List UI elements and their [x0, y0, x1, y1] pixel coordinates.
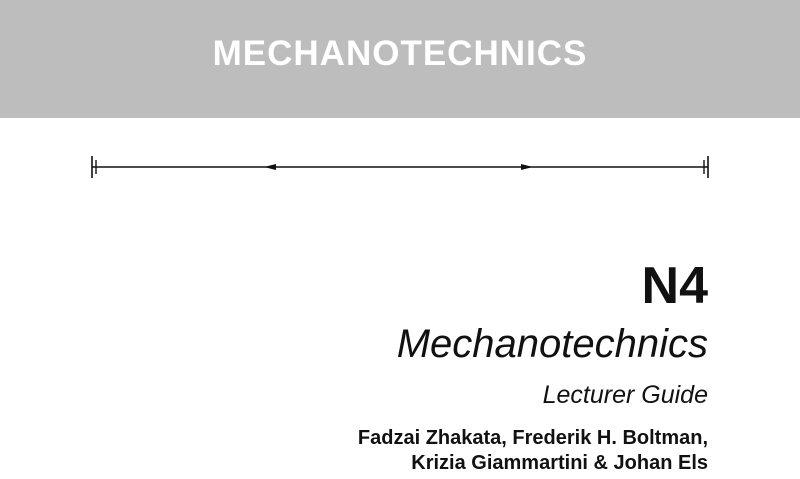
banner-title: MECHANOTECHNICS — [212, 34, 588, 73]
author-line-1: Fadzai Zhakata, Frederik H. Boltman, — [357, 427, 708, 449]
right-arrow-icon — [521, 164, 533, 170]
dimension-line-graphic — [86, 150, 716, 184]
left-arrow-icon — [264, 164, 276, 170]
header-banner — [0, 0, 800, 118]
subject-title: Mechanotechnics — [396, 322, 708, 366]
guide-type: Lecturer Guide — [542, 381, 708, 409]
course-level: N4 — [641, 257, 708, 315]
author-list — [358, 426, 708, 476]
author-line-2: Krizia Giammartini & Johan Els — [411, 452, 708, 474]
